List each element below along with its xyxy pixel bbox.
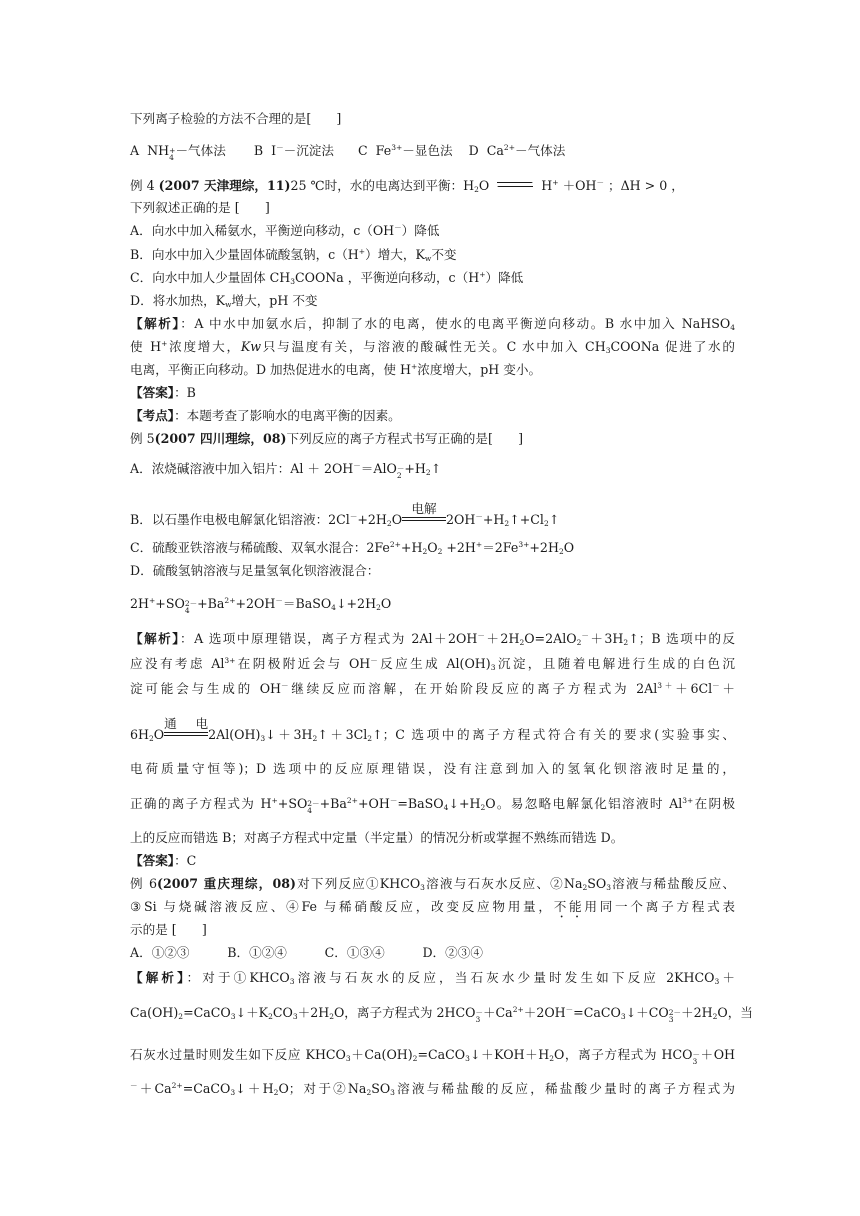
example5-analysis-line6: 正确的离子方程式为 H++SO2－ $4 +Ba^{2+}+OH^-=BaSO_4↓+H_2O$。易忽略电解氯化铝溶液时 $Al^{3+}$在阴极 <box>130 796 735 815</box>
electrolysis-arrow: 电解 <box>402 513 446 527</box>
example5-analysis-line4: $6H_2O$ 通电 $2Al(OH)_3↓+3H_2↑+3Cl_2↑$；C 选项中的离子方程式符合有关的要求(实验事实、 <box>130 716 735 743</box>
example5-analysis-line2: 应没有考虑 $Al^{3+}$在阴极附近会与 OH－反应生成 $Al(OH)_3$沉淀，且随着电解进行生成的白色沉 <box>130 656 735 672</box>
example4-analysis-line2: 使 H+浓度增大，Kw只与温度有关，与溶液的酸碱性无关。C 水中加入 $CH_3COONa$ 促进了水的 <box>130 339 735 355</box>
example4-prompt: 下列叙述正确的是 [ ] <box>130 200 270 215</box>
example4-topic: 【考点】：本题考查了影响水的电离平衡的因素。 <box>130 408 401 423</box>
example4-option-c: C．向水中加人少量固体 $CH_3COONa$ ，平衡逆向移动，c（H+）降低 <box>130 270 524 286</box>
example6-analysis-line3: 石灰水过量时则发生如下反应 $KHCO_3+Ca(OH)_2=CaCO_3↓+KOH+H_2O$，离子方程式为 HCO－ 3 ＋OH <box>130 1047 736 1066</box>
example5-analysis-line5: 电荷质量守恒等)；D 选项中的反应原理错误，没有注意到加入的氢氧化钡溶液时足量的， <box>130 761 735 776</box>
example6-options: A．①②③ B．①②④ C．①③④ D．②③④ <box>130 945 483 960</box>
example6-line2: ③Si 与烧碱溶液反应、④Fe 与稀硝酸反应，改变反应物用量，不能用同一个离子方程式表 <box>130 899 735 914</box>
question-options: A NH+ 4 －气体法 B I－－沉淀法 C $Fe^{3+}-$显色法 D $Ca^{2+}-$气体法 <box>130 143 566 162</box>
example6-analysis-line1: 【解析】：对于$①KHCO_3$溶液与石灰水的反应，当石灰水少量时发生如下反应 $2KHCO_3+$ <box>130 970 735 986</box>
question-stem: 下列离子检验的方法不合理的是[ ] <box>130 111 342 126</box>
example4-answer: 【答案】：B <box>130 385 196 400</box>
example6-analysis-line4: $^-+Ca^{2+}=CaCO_3↓+H_2O$；对于$②Na_2SO_3$溶液与稀盐酸的反应，稀盐酸少量时的离子方程式为 <box>130 1081 735 1097</box>
example4-heading: 例 4 (2007 天津理综，11)25 ℃时，水的电离达到平衡：$H_2O$ H+ ＋OH－ ；ΔH > 0 ， <box>130 178 684 194</box>
example5-heading: 例 5(2007 四川理综，08)下列反应的离子方程式书写正确的是[ ] <box>130 431 523 446</box>
electrify-arrow: 通电 <box>164 728 208 742</box>
equilibrium-arrow-icon <box>497 179 533 191</box>
example5-analysis-line7: 上的反应而错选 B；对离子方程式中定量（半定量）的情况分析或掌握不熟练而错选 D。 <box>130 830 624 845</box>
example4-option-b: B．向水中加入少量固体硫酸氢钠，c（H+）增大，$K_w$不变 <box>130 247 457 263</box>
example6-line3: 示的是 [ ] <box>130 922 207 937</box>
example4-analysis-line1: 【解析】：A 中水中加氨水后，抑制了水的电离，使水的电离平衡逆向移动。B 水中加入 NaHSO$_4$ <box>130 316 735 332</box>
example5-option-d-equation: 2H++SO2－ $4 +Ba^{2+}+2OH^-=BaSO_4↓+2H_2O$ <box>130 596 392 615</box>
example6-heading: 例 6(2007 重庆理综，08)对下列反应$①KHCO_3$溶液与石灰水反应、$②Na_2SO_3$溶液与稀盐酸反应、 <box>130 876 735 892</box>
example5-answer: 【答案】：C <box>130 853 197 868</box>
example4-option-a: A．向水中加入稀氨水，平衡逆向移动，c（OH－）降低 <box>130 223 440 238</box>
example5-analysis-line3: 淀可能会与生成的 OH－继续反应而溶解，在开始阶段反应的离子方程式为 $2Al^{3+}+6Cl^-+$ <box>130 681 736 696</box>
example5-option-b: B．以石墨作电极电解氯化铝溶液：$2Cl^-+2H_2O$ 电解 $2OH^-+H_2↑+Cl_2↑$ <box>130 501 560 528</box>
example4-option-d: D．将水加热，$K_w$增大，pH 不变 <box>130 293 318 309</box>
example5-option-d: D．硫酸氢钠溶液与足量氢氧化钡溶液混合： <box>130 563 380 578</box>
example5-option-a: A．浓烧碱溶液中加入铝片：Al ＋ 2OH－＝AlO－ $2 +H_2↑$ <box>130 461 442 480</box>
example6-analysis-line2: $Ca(OH)_2=CaCO_3↓+K_2CO_3+2H_2O$，离子方程式为 2HCO－ $3 +Ca^{2+}+2OH^-=CaCO_3↓+CO2-$ $3 +2H_2O$，当 <box>130 1005 753 1024</box>
example4-analysis-line3: 电离，平衡正向移动。D 加热促进水的电离，使 H+浓度增大，pH 变小。 <box>130 362 542 377</box>
example5-analysis-line1: 【解析】：A 选项中原理错误，离子方程式为 $2Al+2OH^-+2H_2O=2AlO_2^-+3H_2↑$；B 选项中的反 <box>130 631 736 647</box>
example5-option-c: C．硫酸亚铁溶液与稀硫酸、双氧水混合：$2Fe^{2+}+H_2O_2 +2H^+=2Fe^{3+}+2H_2O$ <box>130 540 575 556</box>
